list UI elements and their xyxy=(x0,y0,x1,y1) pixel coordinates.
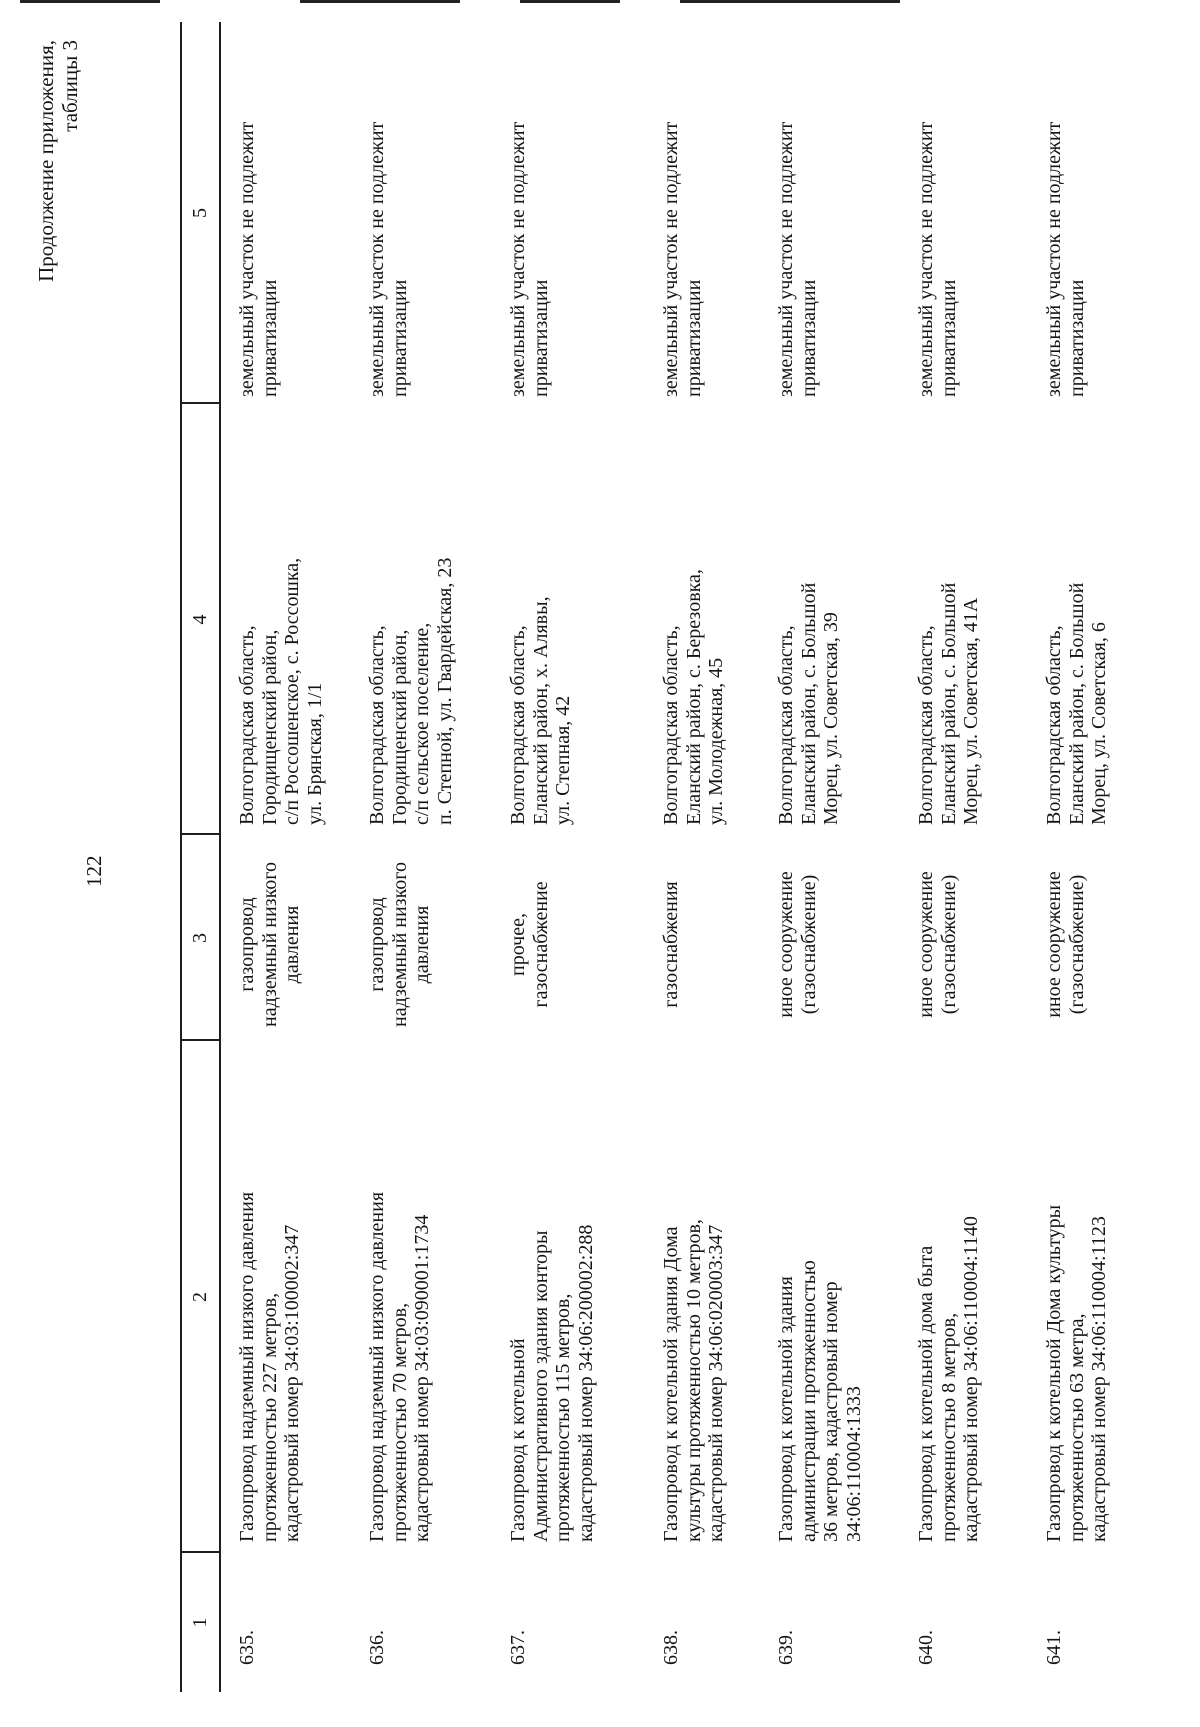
row-number: 636. xyxy=(366,1630,388,1665)
object-note: земельный участок не подлежит приватизации xyxy=(236,121,281,397)
row-number: 638. xyxy=(660,1630,682,1665)
object-name: Газопровод к котельной дома быта протяженностью 8 метров, кадастровый номер 34:06:110004:1140 xyxy=(915,1216,982,1542)
object-name: Газопровод надземный низкого давления протяженностью 70 метров, кадастровый номер 34:03:090001:1734 xyxy=(366,1191,433,1542)
column-number: 4 xyxy=(189,614,211,625)
object-note: земельный участок не подлежит приватизации xyxy=(915,121,960,397)
object-address: Волгоградская область, Еланский район, с. Большой Морец, ул. Советская, 41А xyxy=(915,582,982,825)
object-address: Волгоградская область, Городищенский район, с/п сельское поселение, п. Степной, ул. Гвардейская, 23 xyxy=(366,557,456,825)
row-number: 637. xyxy=(507,1630,529,1665)
object-note: земельный участок не подлежит приватизации xyxy=(660,121,705,397)
object-note: земельный участок не подлежит приватизации xyxy=(1043,121,1088,397)
object-name: Газопровод к котельной Административного здания конторы протяженностью 115 метров, кадастровый номер 34:06:200002:288 xyxy=(507,1224,597,1542)
row-number: 639. xyxy=(775,1630,797,1665)
row-number: 641. xyxy=(1043,1630,1065,1665)
object-address: Волгоградская область, Еланский район, с. Большой Морец, ул. Советская, 39 xyxy=(775,582,842,825)
column-number: 5 xyxy=(189,208,211,218)
object-note: земельный участок не подлежит приватизации xyxy=(366,121,411,397)
object-type: прочее, газоснабжение xyxy=(507,881,552,1008)
object-type: иное сооружение (газоснабжение) xyxy=(1043,871,1088,1018)
object-address: Волгоградская область, Еланский район, с. Большой Морец, ул. Советская, 6 xyxy=(1043,582,1110,825)
column-number: 3 xyxy=(189,933,211,943)
table-header-rule xyxy=(219,22,221,1692)
object-type: газопровод надземный низкого давления xyxy=(236,862,303,1027)
object-address: Волгоградская область, Еланский район, х. Алявы, ул. Степная, 42 xyxy=(507,596,574,825)
object-name: Газопровод к котельной Дома культуры протяженностью 63 метра, кадастровый номер 34:06:110004:1123 xyxy=(1043,1204,1110,1542)
continuation-label: Продолжение приложения, таблицы 3 xyxy=(34,40,82,282)
object-address: Волгоградская область, Городищенский район, с/п Россошенское, с. Россошка, ул. Брянская, 1/1 xyxy=(236,557,326,825)
object-address: Волгоградская область, Еланский район, с. Березовка, ул. Молодежная, 45 xyxy=(660,569,727,825)
object-name: Газопровод к котельной здания администрации протяженностью 36 метров, кадастровый номер 34:06:110004:1333 xyxy=(775,1260,865,1542)
object-type: газопровод надземный низкого давления xyxy=(366,862,433,1027)
column-number: 1 xyxy=(189,1617,211,1628)
object-name: Газопровод к котельной здания Дома культуры протяженностью 10 метров, кадастровый номер 34:06:020003:347 xyxy=(660,1219,727,1542)
object-name: Газопровод надземный низкого давления протяженностью 227 метров, кадастровый номер 34:03:100002:347 xyxy=(236,1191,303,1542)
object-type: иное сооружение (газоснабжение) xyxy=(915,871,960,1018)
table-top-rule xyxy=(180,22,182,1692)
object-type: газоснабжения xyxy=(660,881,682,1008)
object-note: земельный участок не подлежит приватизации xyxy=(507,121,552,397)
object-type: иное сооружение (газоснабжение) xyxy=(775,871,820,1018)
row-number: 635. xyxy=(236,1630,258,1665)
column-number: 2 xyxy=(189,1292,211,1302)
object-note: земельный участок не подлежит приватизации xyxy=(775,121,820,397)
page-number: 122 xyxy=(82,855,106,887)
row-number: 640. xyxy=(915,1630,937,1665)
